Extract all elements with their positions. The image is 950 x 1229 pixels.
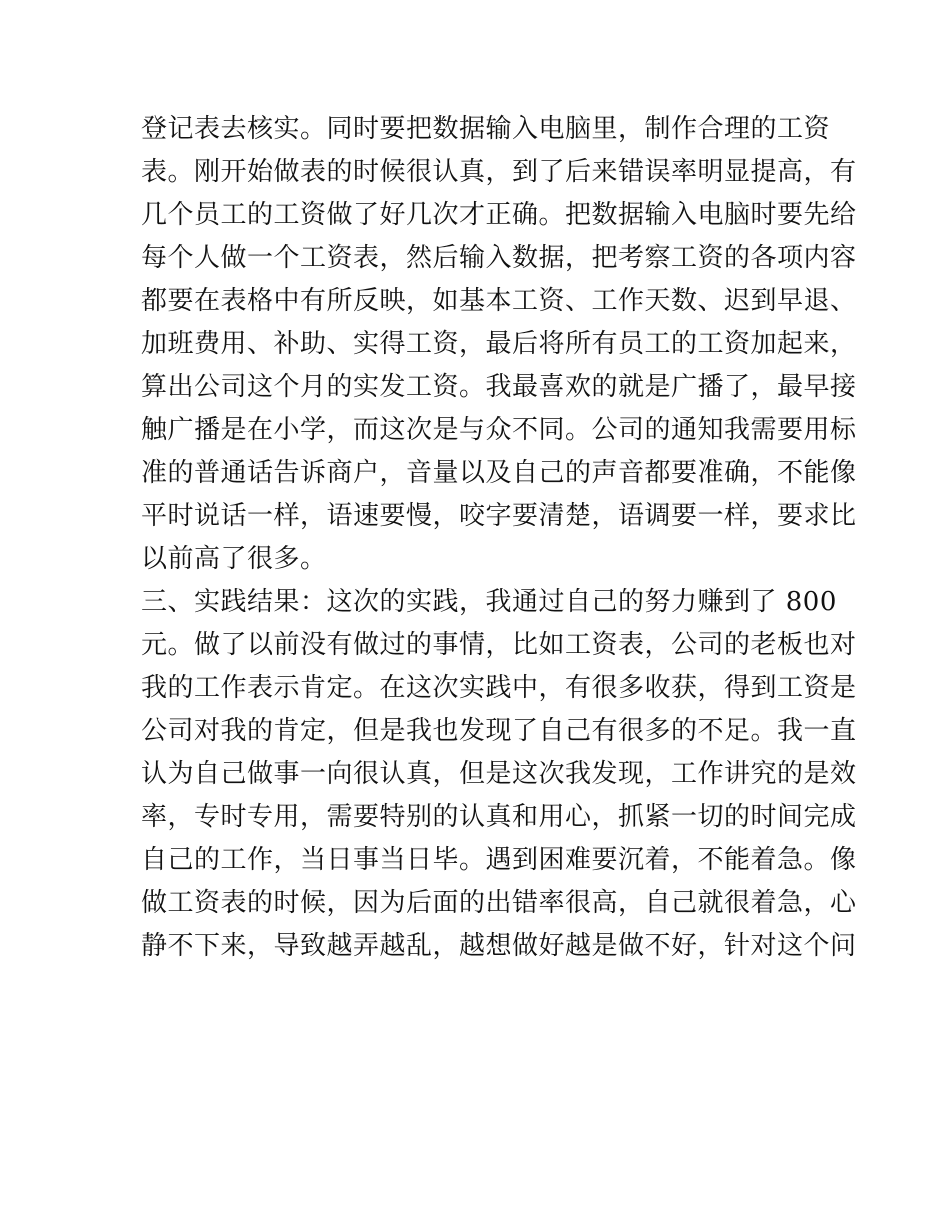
text-line: 表。刚开始做表的时候很认真，到了后来错误率明显提高，有 — [141, 157, 857, 187]
text-line: 平时说话一样，语速要慢，咬字要清楚，语调要一样，要求比 — [141, 501, 857, 531]
text-line: 准的普通话告诉商户，音量以及自己的声音都要准确，不能像 — [141, 458, 857, 488]
body-text — [141, 108, 857, 968]
text-line: 每个人做一个工资表，然后输入数据，把考察工资的各项内容 — [141, 243, 857, 273]
text-line: 静不下来，导致越弄越乱，越想做好越是做不好，针对这个问 — [141, 931, 857, 961]
text-line: 元。做了以前没有做过的事情，比如工资表，公司的老板也对 — [141, 630, 857, 660]
text-line: 我的工作表示肯定。在这次实践中，有很多收获，得到工资是 — [141, 673, 857, 703]
text-line: 率，专时专用，需要特别的认真和用心，抓紧一切的时间完成 — [141, 802, 857, 832]
section-heading-line: 三、实践结果：这次的实践，我通过自己的努力赚到了 800 — [141, 587, 837, 617]
text-line: 都要在表格中有所反映，如基本工资、工作天数、迟到早退、 — [141, 286, 857, 316]
text-line: 自己的工作，当日事当日毕。遇到困难要沉着，不能着急。像 — [141, 845, 857, 875]
text-line: 公司对我的肯定，但是我也发现了自己有很多的不足。我一直 — [141, 716, 857, 746]
text-line: 登记表去核实。同时要把数据输入电脑里，制作合理的工资 — [141, 114, 831, 144]
text-line: 算出公司这个月的实发工资。我最喜欢的就是广播了，最早接 — [141, 372, 857, 402]
text-line: 加班费用、补助、实得工资，最后将所有员工的工资加起来， — [141, 329, 857, 359]
text-line: 认为自己做事一向很认真，但是这次我发现，工作讲究的是效 — [141, 759, 857, 789]
text-line: 做工资表的时候，因为后面的出错率很高，自己就很着急，心 — [141, 888, 857, 918]
text-line: 以前高了很多。 — [141, 544, 327, 574]
text-line: 触广播是在小学，而这次是与众不同。公司的通知我需要用标 — [141, 415, 857, 445]
text-line: 几个员工的工资做了好几次才正确。把数据输入电脑时要先给 — [141, 200, 857, 230]
